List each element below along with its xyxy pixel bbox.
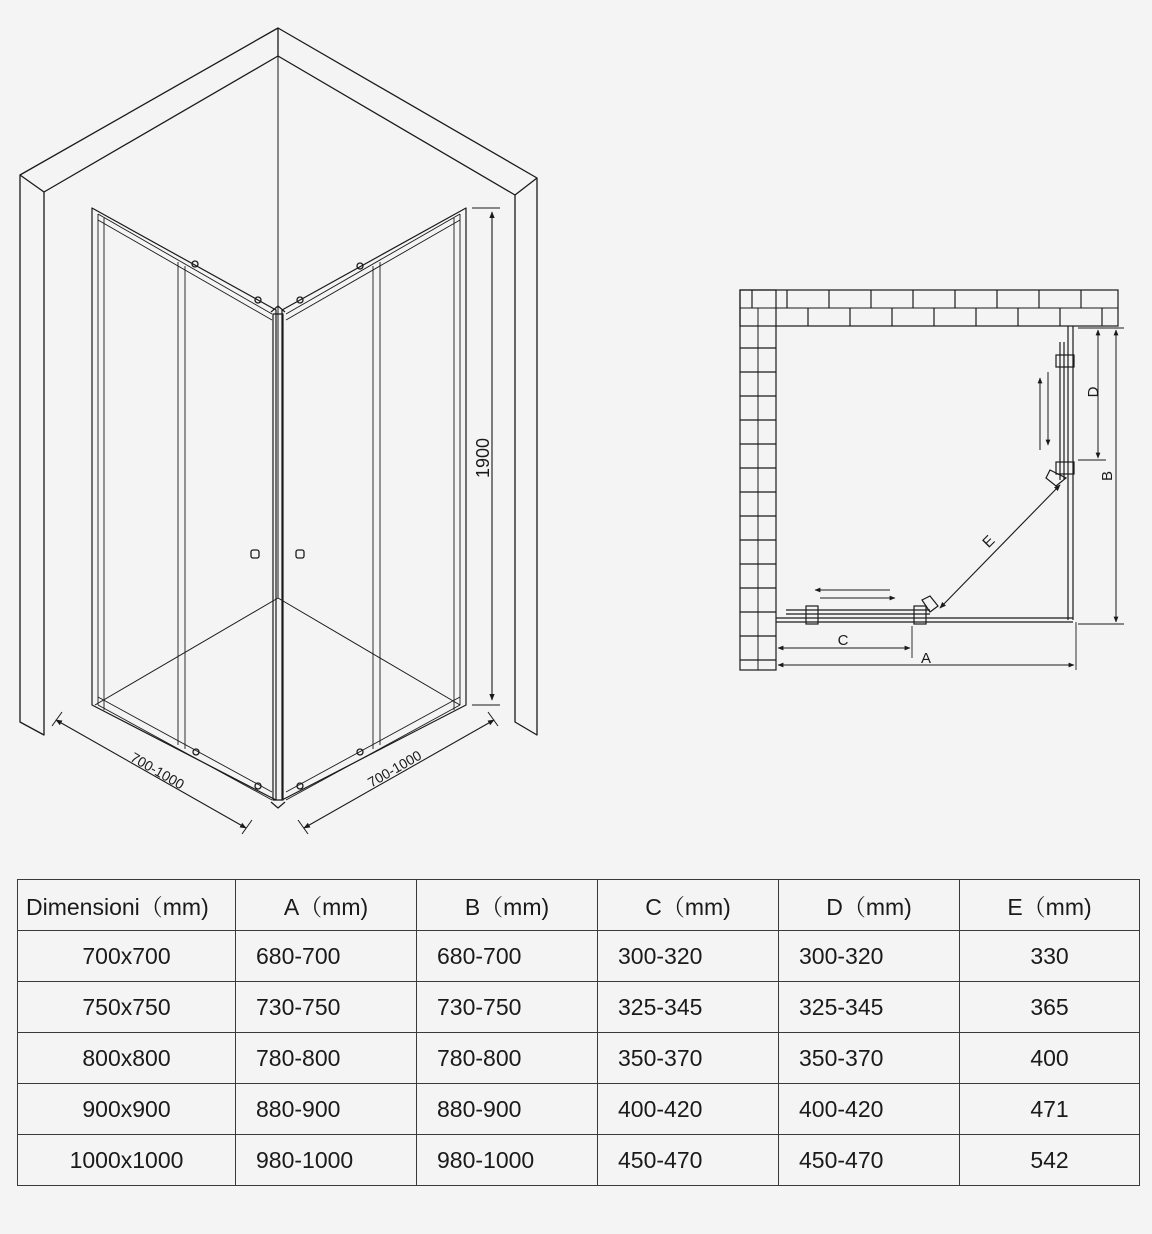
cell-b: 730-750 (417, 982, 598, 1033)
entry-diagonal-e (940, 485, 1060, 608)
cell-e: 400 (960, 1033, 1140, 1084)
right-glass-profile (1046, 326, 1074, 620)
cell-c: 350-370 (598, 1033, 779, 1084)
cell-b: 680-700 (417, 931, 598, 982)
cell-c: 450-470 (598, 1135, 779, 1186)
cell-a: 980-1000 (236, 1135, 417, 1186)
plan-label-a: A (920, 650, 932, 667)
cell-e: 365 (960, 982, 1140, 1033)
table-row (18, 1135, 1140, 1186)
cell-c: 400-420 (598, 1084, 779, 1135)
cell-a: 680-700 (236, 931, 417, 982)
cell-e: 471 (960, 1084, 1140, 1135)
header-d: D（mm) (779, 880, 960, 931)
cell-b: 980-1000 (417, 1135, 598, 1186)
dimensions-table (17, 879, 1140, 1186)
table-row (18, 931, 1140, 982)
bottom-glass-profile (776, 596, 1073, 624)
header-e: E（mm) (960, 880, 1140, 931)
table-row (18, 1033, 1140, 1084)
right-wall (278, 28, 537, 735)
cell-e: 542 (960, 1135, 1140, 1186)
cell-size: 900x900 (18, 1084, 236, 1135)
cell-d: 450-470 (779, 1135, 960, 1186)
cell-e: 330 (960, 931, 1140, 982)
table-row (18, 982, 1140, 1033)
plan-label-e: E (979, 532, 999, 552)
height-label: 1900 (473, 437, 493, 479)
isometric-view (20, 28, 537, 834)
cell-b: 780-800 (417, 1033, 598, 1084)
plan-label-b: B (1099, 470, 1116, 482)
header-dimensioni: Dimensioni（mm) (18, 880, 236, 931)
cell-size: 750x750 (18, 982, 236, 1033)
plan-label-c: C (837, 632, 849, 649)
header-c: C（mm) (598, 880, 779, 931)
brick-wall-left (740, 290, 776, 670)
cell-size: 800x800 (18, 1033, 236, 1084)
right-glass-panel (282, 208, 466, 800)
cell-d: 350-370 (779, 1033, 960, 1084)
left-wall (20, 28, 278, 735)
header-b: B（mm) (417, 880, 598, 931)
plan-view (740, 290, 1124, 670)
width-left-label: 700-1000 (127, 748, 188, 793)
cell-d: 325-345 (779, 982, 960, 1033)
cell-a: 780-800 (236, 1033, 417, 1084)
cell-size: 1000x1000 (18, 1135, 236, 1186)
cell-d: 400-420 (779, 1084, 960, 1135)
width-right-label: 700-1000 (364, 746, 425, 791)
cell-a: 730-750 (236, 982, 417, 1033)
left-glass-panel (92, 208, 276, 800)
cell-b: 880-900 (417, 1084, 598, 1135)
cell-d: 300-320 (779, 931, 960, 982)
brick-wall-top (740, 290, 1118, 326)
cell-size: 700x700 (18, 931, 236, 982)
header-a: A（mm) (236, 880, 417, 931)
cell-c: 300-320 (598, 931, 779, 982)
cell-c: 325-345 (598, 982, 779, 1033)
cell-a: 880-900 (236, 1084, 417, 1135)
table-header-row (18, 880, 1140, 931)
plan-label-d: D (1085, 386, 1102, 398)
table-row (18, 1084, 1140, 1135)
